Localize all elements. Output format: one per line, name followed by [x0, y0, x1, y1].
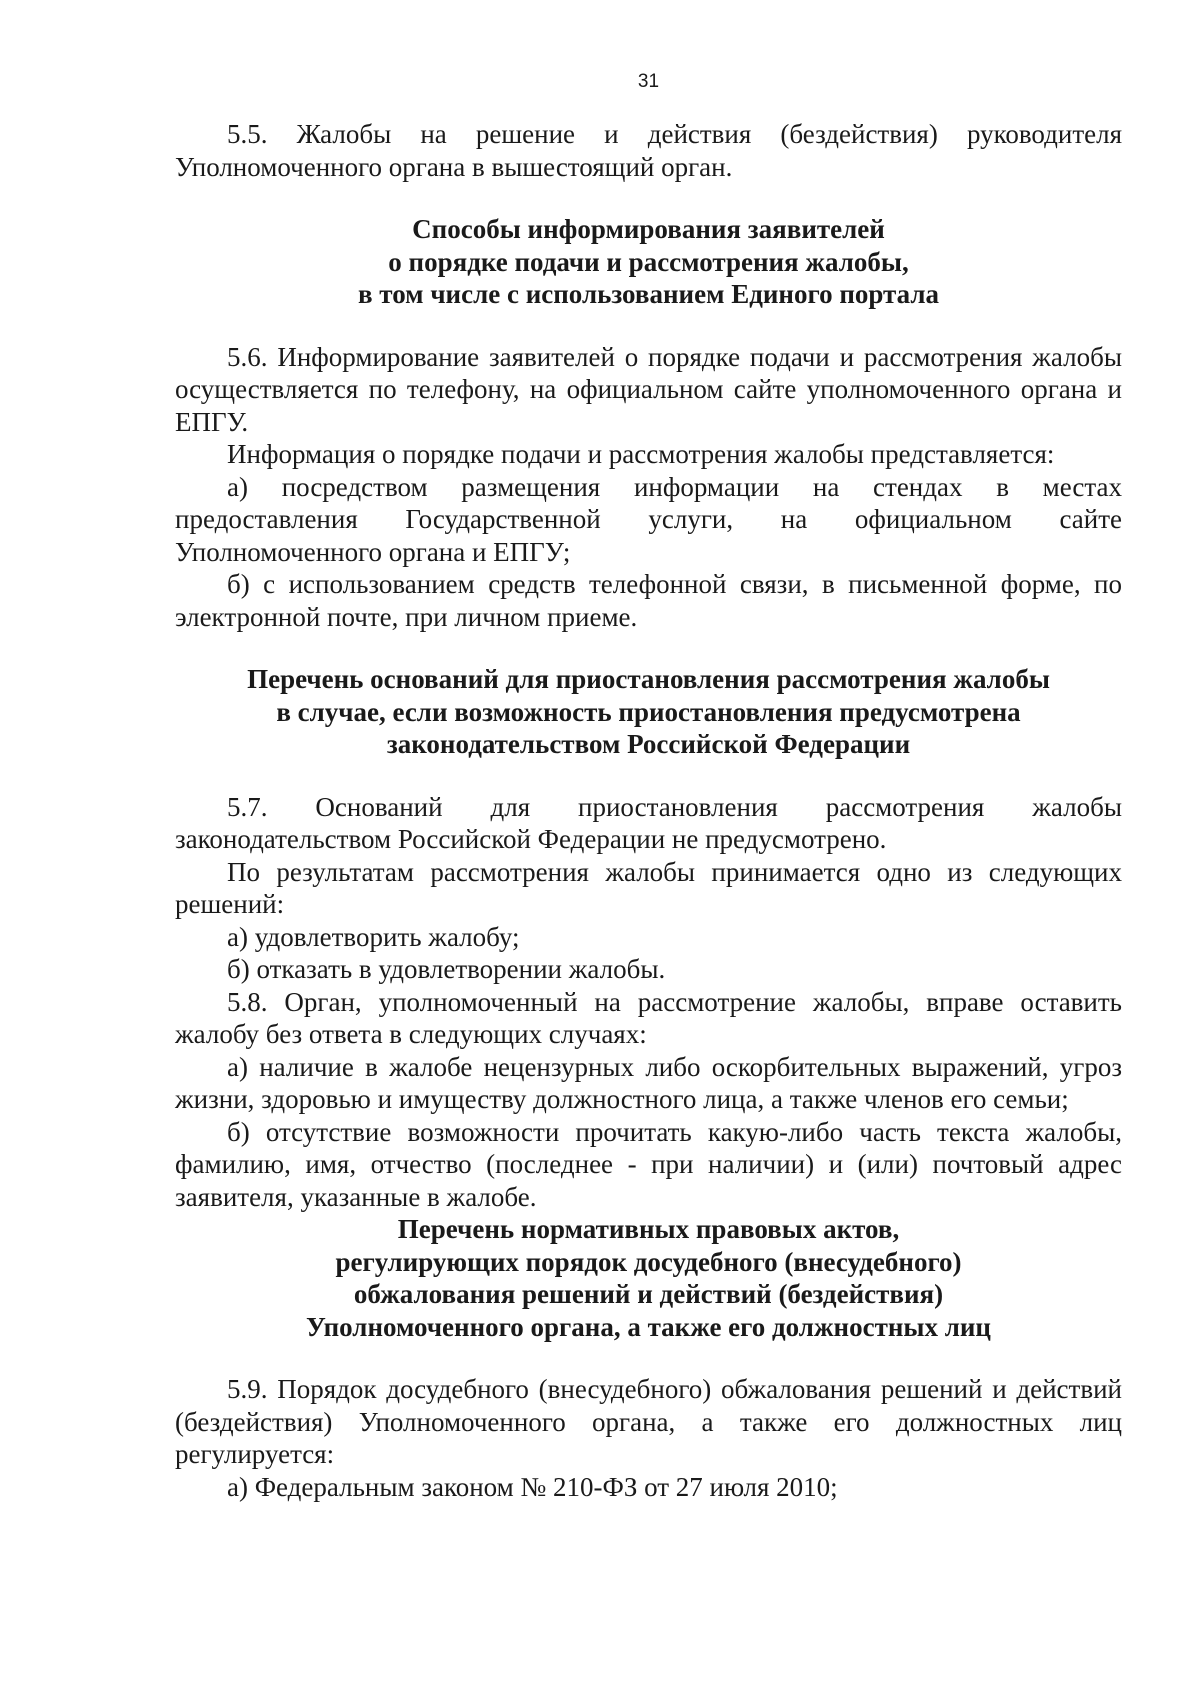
- list-item-b: б) с использованием средств телефонной связи, в письменной форме, по электронной почте, при личном приеме.: [175, 569, 1122, 632]
- list-item-a: а) удовлетворить жалобу;: [227, 921, 520, 952]
- document-page: [175, 70, 1122, 1503]
- heading-line: Уполномоченного органа, а также его должностных лиц: [306, 1311, 991, 1342]
- heading-regulatory-acts: [175, 1213, 1122, 1343]
- paragraph: По результатам рассмотрения жалобы принимается одно из следующих решений:: [175, 856, 1122, 919]
- list-item-a: а) Федеральным законом № 210-ФЗ от 27 июля 2010;: [227, 1471, 838, 1502]
- heading-line: регулирующих порядок досудебного (внесудебного): [335, 1246, 962, 1277]
- heading-line: Способы информирования заявителей: [412, 214, 885, 244]
- heading-line: о порядке подачи и рассмотрения жалобы,: [388, 246, 909, 277]
- heading-line: в случае, если возможность приостановления предусмотрена: [276, 696, 1021, 727]
- page-number: 31: [637, 71, 660, 92]
- heading-line: Перечень нормативных правовых актов,: [397, 1214, 900, 1244]
- list-item-b: б) отсутствие возможности прочитать какую-либо часть текста жалобы, фамилию, имя, отчество (последнее - при наличии) и (или) почтовый адрес заявителя, указанные в жалобе.: [175, 1116, 1122, 1212]
- heading-line: обжалования решений и действий (бездействия): [353, 1279, 944, 1309]
- list-item-b: б) отказать в удовлетворении жалобы.: [227, 954, 666, 984]
- paragraph-5-8: 5.8. Орган, уполномоченный на рассмотрение жалобы, вправе оставить жалобу без ответа в следующих случаях:: [175, 986, 1122, 1049]
- paragraph-5-6: 5.6. Информирование заявителей о порядке подачи и рассмотрения жалобы осуществляется по телефону, на официальном сайте уполномоченного органа и ЕПГУ.: [175, 341, 1122, 437]
- heading-informing-applicants: [175, 213, 1122, 311]
- list-item-a: а) наличие в жалобе нецензурных либо оскорбительных выражений, угроз жизни, здоровью и имуществу должностного лица, а также членов его семьи;: [175, 1051, 1122, 1114]
- heading-line: Перечень оснований для приостановления рассмотрения жалобы: [247, 664, 1050, 694]
- paragraph-5-7: 5.7. Оснований для приостановления рассмотрения жалобы законодательством Российской Федерации не предусмотрено.: [175, 791, 1122, 854]
- paragraph: Информация о порядке подачи и рассмотрения жалобы представляется:: [227, 439, 1055, 469]
- heading-line: в том числе с использованием Единого портала: [357, 279, 940, 309]
- paragraph-5-9: 5.9. Порядок досудебного (внесудебного) обжалования решений и действий (бездействия) Уполномоченного органа, а также его должностных лиц регулируется:: [175, 1374, 1122, 1469]
- paragraph-5-5: 5.5. Жалобы на решение и действия (бездействия) руководителя Уполномоченного органа в вышестоящий орган.: [175, 119, 1122, 182]
- heading-suspension-grounds: [175, 663, 1122, 761]
- list-item-a: а) посредством размещения информации на стендах в местах предоставления Государственной услуги, на официальном сайте Уполномоченного органа и ЕПГУ;: [175, 471, 1122, 567]
- heading-line: законодательством Российской Федерации: [386, 729, 911, 759]
